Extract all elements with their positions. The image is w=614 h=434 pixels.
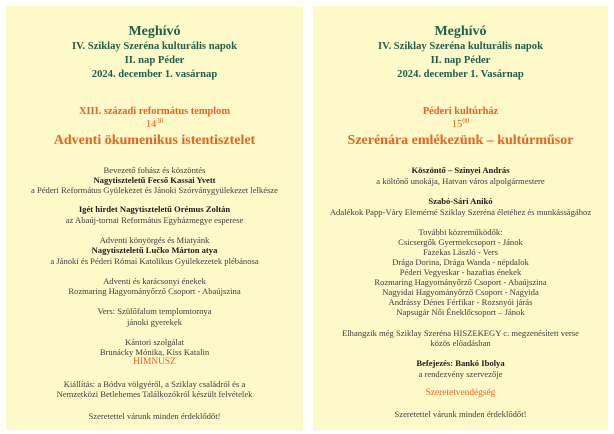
- performer-item: Napsugár Női Éneklőcsoport – Jánok: [396, 307, 525, 317]
- event-time: [6, 118, 303, 131]
- festival-day: II. nap Péder: [124, 55, 185, 66]
- program-line: Adventi könyörgés és Miatyánk: [99, 235, 210, 245]
- program-performer: Brunácky Mónika, Kiss Katalin: [99, 347, 210, 357]
- performer-item: Péderi Vegyeskar - hazafias énekek: [399, 267, 522, 277]
- program-line: Vers: Szülőfalum templomtornya: [97, 306, 212, 316]
- performer-item: Nagyidai Hagyományőrző Csoport - Nagyida: [382, 287, 539, 297]
- program-person: Igét hirdet Nagytiszteletű Orémus Zoltán: [78, 204, 231, 214]
- festival-day: II. nap Péder: [430, 55, 491, 66]
- performer-item: Rozmaring Hagyományőrző Csoport - Abaújszina: [374, 277, 547, 287]
- program-person-role: a Jánoki és Péderi Római Katolikus Gyülekezetek plébánosa: [50, 256, 259, 266]
- event-time-minutes: 00: [462, 117, 470, 125]
- welcome-closing: Szeretettel várunk minden érdeklődőt!: [394, 409, 527, 419]
- program-person: Köszöntő – Szinyei András: [411, 165, 510, 175]
- program-line: Kántori szolgálat: [125, 337, 184, 347]
- exhibition-line: Nemzetközi Betlehemes Találkozókról készült felvételek: [56, 389, 253, 399]
- event-date: 2024. december 1. vasárnap: [91, 69, 218, 80]
- welcome-closing: Szeretettel várunk minden érdeklődőt!: [88, 411, 221, 421]
- program-person-role: az Abaúj-tornai Református Egyházmegye esperese: [65, 215, 244, 225]
- program-person: Befejezés: Bankó Ibolya: [416, 358, 505, 368]
- program-person-role: a Péderi Református Gyülekezet és Jánoki Szórványgyülekezet lelkésze: [31, 185, 278, 195]
- performer-item: Andrássy Dénes Férfikar - Rozsnyói járás: [388, 297, 533, 307]
- church-service-invitation-panel: [6, 6, 303, 430]
- program-person-role: Adalékok Papp-Váry Elemérné Sziklay Szeréna életéhez és munkásságához: [329, 207, 592, 217]
- program-line: Adventi és karácsonyi énekek: [103, 276, 206, 286]
- invitation-title: Meghívó: [434, 24, 487, 39]
- program-person: Nagytiszteletű Fecső Kassai Yvett: [93, 175, 216, 185]
- event-venue: XIII. századi református templom: [78, 106, 231, 117]
- performer-item: Drága Dorina, Drága Wanda - népdalok: [392, 257, 529, 267]
- program-performer: jánoki gyerekek: [126, 317, 183, 327]
- exhibition-line: Kiállítás: a Bódva völgyéről, a Sziklay családról és a: [63, 379, 246, 389]
- event-venue: Péderi kultúrház: [422, 106, 499, 117]
- event-title: Adventi ökumenikus istentisztelet: [53, 133, 256, 148]
- festival-series-name: IV. Sziklay Szeréna kulturális napok: [378, 41, 543, 52]
- event-time-minutes: 30: [156, 117, 164, 125]
- program-line: közös előadásban: [430, 338, 491, 348]
- event-time-hour: 15: [451, 119, 463, 130]
- performer-item: Fazekas László - Vers: [422, 247, 498, 257]
- program-line: Elhangzik még Sziklay Szeréna HISZEKEGY c. megzenésített verse: [342, 328, 579, 338]
- program-person: Szabó-Sári Anikó: [428, 196, 493, 206]
- anthem-label: HIMNUSZ: [133, 357, 176, 367]
- event-time-hour: 14: [145, 119, 157, 130]
- program-person: Nagytiszteletű Lučko Márton atya: [91, 245, 218, 255]
- program-person-role: a rendezvény szervezője: [418, 369, 503, 379]
- program-performer: Rozmaring Hagyományőrző Csoport - Abaújszina: [68, 286, 241, 296]
- program-line: Bevezető fohász és köszöntés: [103, 165, 206, 175]
- program-person-role: a költőnő unokája, Hatvan város alpolgármestere: [376, 176, 545, 186]
- event-time: [313, 118, 608, 131]
- event-title: Szerénára emlékezünk – kultúrműsor: [347, 133, 574, 148]
- performers-heading: További közreműködők:: [418, 227, 503, 237]
- performer-item: Csicsergők Gyermekcsoport - Jánok: [398, 237, 523, 247]
- reception-label: Szeretetvendégség: [425, 388, 496, 398]
- festival-series-name: IV. Sziklay Szeréna kulturális napok: [72, 41, 237, 52]
- cultural-program-invitation-panel: [313, 6, 608, 430]
- event-date: 2024. december 1. Vasárnap: [397, 69, 524, 80]
- invitation-title: Meghívó: [128, 24, 181, 39]
